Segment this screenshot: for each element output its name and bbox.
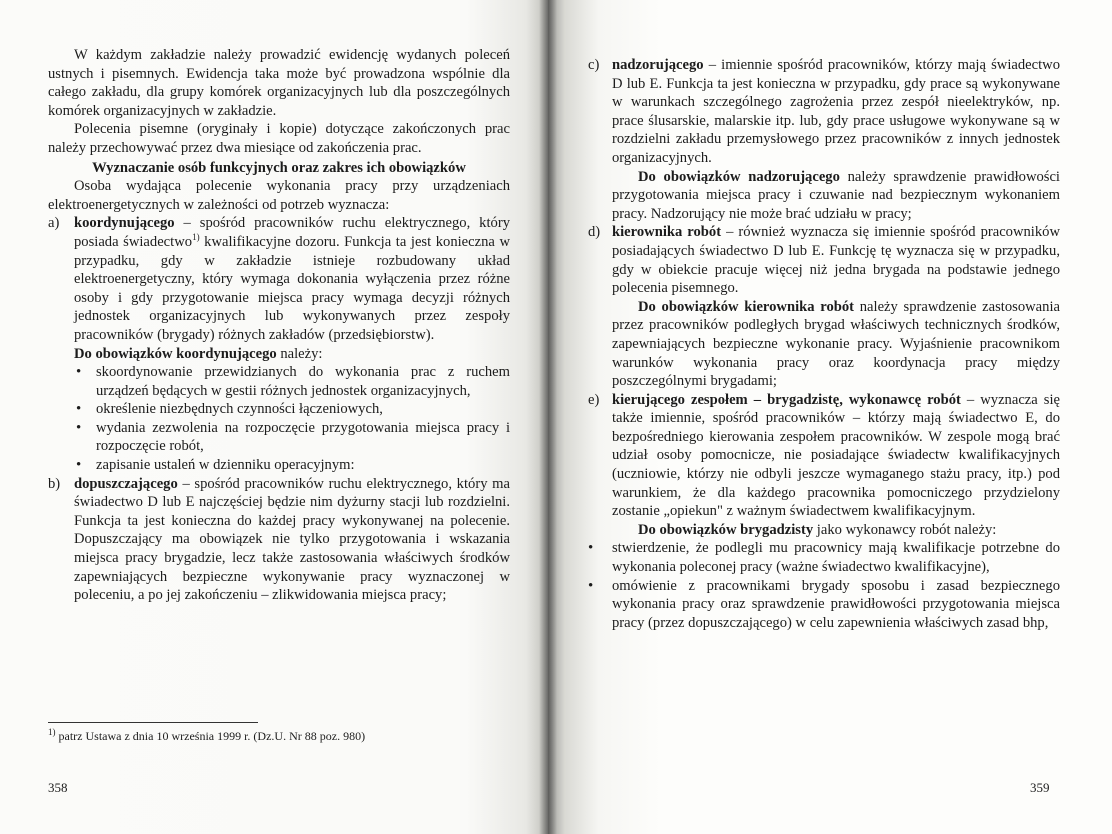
footnote-divider [48,722,258,723]
list-item: • omówienie z pracownikami brygady sposobu i zasad bezpiecznego wykonania pracy oraz sprawdzenie prawidłowości przygotowania miejsca pracy (przez dopuszczającego) w celu zapewnienia właściwych zasad bhp, [612,577,1060,633]
term-brygadzista: kierującego zespołem – brygadzistę, wykonawcę robót [612,391,961,408]
item-a-text-cont: kwalifikacyjne dozoru. Funkcja ta jest konieczna w przypadku, gdy w zakładzie istnieje rozbudowany układ elektroenergetyczny, który wymaga dokonania wyłączenia przez różne osoby i gdy przygotowanie miejsca pracy wymaga decyzji różnych jednostek organizacyjnych lub wykonywanych przez zespoły pracowników (brygady) różnych zakładów (przedsiębiorstw). [74,233,511,343]
list-marker: b) [48,475,61,492]
list-item-d [588,223,1060,297]
list-item-c [588,56,1060,168]
duties-heading: Do obowiązków koordynującego [74,345,277,362]
term-nadzorujacy: nadzorującego [612,57,704,73]
list-marker: d) [588,224,601,241]
list-item-e [588,391,1060,521]
list-marker: c) [588,57,600,73]
list-item: • określenie niezbędnych czynności łączeniowych, [48,400,510,419]
section-heading: Wyznaczanie osób funkcyjnych oraz zakres ich obowiązków [92,159,466,176]
duties-nadzorujacy [612,168,1060,224]
footnote-text: patrz Ustawa z dnia 10 września 1999 r. (Dz.U. Nr 88 poz. 980) [55,729,366,743]
term-kierownik: kierownika robót [612,224,722,241]
duties-kierownik [612,298,1060,391]
duties-rest: należy sprawdzenie zastosowania przez pracowników podległych brygad właściwych technicznych środków, zapewniających bezpieczne wykonanie pracy. Wyjaśnienie pracownikom warunków wykonania pracy oraz koordynacja pracy między poszczególnymi brygadami; [612,298,1060,390]
page-number-left: 358 [48,780,68,795]
duties-brygadzista [612,521,1060,540]
footnote [48,729,365,743]
paragraph-storage: Polecenia pisemne (oryginały i kopie) dotyczące zakończonych prac należy przechowywać przez dwa miesiące od zakończenia prac. [48,121,510,156]
footnote-ref: 1) [192,232,200,243]
footnote-marker: 1) [48,727,56,737]
page-number-right: 359 [1030,780,1050,795]
list-marker: a) [48,215,60,232]
item-b-text: – spośród pracowników ruchu elektrycznego, który ma świadectwo D lub E najczęściej będzie nim dyżurny stacji lub rozdzielni. Funkcja ta jest konieczna do każdej pracy wykonywanej na polecenie. Dopuszczający ma obowiązek nie tylko przygotowania i wskazania miejsca pracy brygadzie, lecz także zastosowania właściwych środków zapewniających bezpieczne wykonywanie pracy wyznaczonej w poleceniu, a po jej zakończeniu – zlikwidowania miejsca pracy; [74,475,510,604]
list-item: • skoordynowanie przewidzianych do wykonania prac z ruchem urządzeń będących w gestii różnych jednostek organizacyjnych, [48,363,510,400]
item-c-text: – imiennie spośród pracowników, którzy mają świadectwo D lub E. Funkcja ta jest konieczna w przypadku, gdy prace są wykonywane w warunkach szczególnego zagrożenia przez zespół nieelektryków, np. prace ślusarskie, malarskie itp. lub, gdy prace usługowe wykonywane są w rozdzielni zakładu przemysłowego przez pracowników z innych jednostek organizacyjnych. [612,57,1060,166]
duties-heading: Do obowiązków brygadzisty [638,521,814,538]
duties-rest: jako wykonawcy robót należy: [813,521,997,538]
duties-koordynujacy [48,345,510,364]
right-page-text [588,56,1060,632]
list-item: • wydania zezwolenia na rozpoczęcie przygotowania miejsca pracy i rozpoczęcie robót, [48,419,510,456]
left-page-text [48,46,510,605]
list-marker: e) [588,391,600,408]
bullet-list-a [48,363,510,475]
book-gutter [539,0,557,834]
list-item: • zapisanie ustaleń w dzienniku operacyjnym: [48,456,510,475]
duties-heading: Do obowiązków nadzorującego [638,168,840,185]
list-item-b [48,475,510,605]
term-dopuszczajacy: dopuszczającego [74,475,178,492]
item-a-text: – spośród pracowników ruchu elektrycznego, który posiada świadectwo [74,215,510,250]
list-item: • stwierdzenie, że podlegli mu pracownicy mają kwalifikacje potrzebne do wykonania poleconej pracy (ważne świadectwo kwalifikacyjne), [612,539,1060,576]
paragraph-intro: Osoba wydająca polecenie wykonania pracy przy urządzeniach elektroenergetycznych w zależności od potrzeb wyznacza: [48,178,510,213]
duties-rest: należy sprawdzenie prawidłowości przygotowania miejsca pracy i czuwanie nad bezpiecznym wykonaniem pracy. Nadzorujący nie może brać udziału w pracy; [612,168,1060,222]
bullet-list-e [612,539,1060,632]
term-koordynujacy: koordynującego [74,215,175,232]
item-e-text: – wyznacza się także imiennie, spośród pracowników – którzy mają świadectwo E, do bezpośredniego kierowania zespołem pracowników. W zespole mogą brać udział osoby pomocnicze, nie posiadające świadectw kwalifikacyjnych (uczniowie, którzy nie odbyli jeszcze wymaganego stażu pracy, itp.) pod warunkiem, że dla każdego pracownika pomocniczego przydzielony zostanie „opiekun" z ważnym świadectwem kwalifikacyjnym. [612,391,1060,520]
list-item-a [48,214,510,344]
paragraph-evidence: W każdym zakładzie należy prowadzić ewidencję wydanych poleceń ustnych i pisemnych. Ewidencja taka może być prowadzona wspólnie dla całego zakładu, dla grupy komórek organizacyjnych lub dla poszczególnych komórek organizacyjnych w zakładzie. [48,47,510,119]
item-d-text: – również wyznacza się imiennie spośród pracowników posiadających świadectwo D lub E. Funkcję tę wyznacza się w przypadku, gdy w obiekcie pracuje więcej niż jedna brygada na podstawie jednego polecenia pisemnego. [612,224,1060,297]
duties-heading: Do obowiązków kierownika robót [638,298,855,315]
duties-rest: należy: [276,345,323,362]
